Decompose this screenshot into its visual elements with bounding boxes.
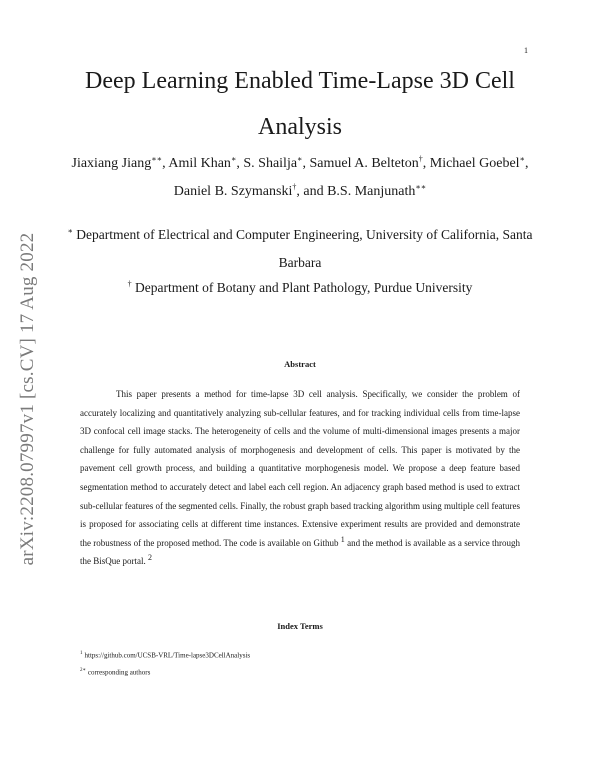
page-number: 1 xyxy=(524,46,528,55)
footnote-ref-2[interactable]: 2 xyxy=(148,553,152,563)
footnote-mark: 2∗ xyxy=(80,668,86,673)
author: Daniel B. Szymanski†, and xyxy=(173,182,328,199)
abstract-text: This paper presents a method for time-lapse 3D cell analysis. Specifically, we consider the problem of accurately localizing and quantitatively analyzing sub-cellular features, and for tracking individual cells from time-lapse 3D confocal cell image stacks. The heterogeneity of cells and the volume of multi-dimensional images presents a major challenge for fully automated analysis of morphogenesis and development of cells. This paper is motivated by the pavement cell growth process, and building a quantitative morphogenesis model. We propose a deep feature based segmentation method to accurately detect and label each cell region. An adjacency graph based method is used to extract sub-cellular features of the segmented cells. Finally, the robust graph based tracking algorithm using multiple cell features is proposed for associating cells at different time instances. Extensive experiment results are provided and demonstrate the robustness of the proposed method. The code is available on Github $^1$ and the method is available as a service through the BisQue portal. $^2$ xyxy=(80,389,521,567)
paper-title: Deep Learning Enabled Time-Lapse 3D Cell Analysis xyxy=(85,68,515,140)
author: Samuel A. Belteton†, xyxy=(309,154,430,171)
author: Michael Goebel∗, xyxy=(429,154,529,171)
author: B.S. Manjunath∗∗ xyxy=(327,182,427,199)
footnote-mark: 1 xyxy=(80,651,83,656)
footnote-github xyxy=(80,651,250,659)
abstract-heading: Abstract xyxy=(284,359,316,369)
affiliation-mark: † xyxy=(127,279,132,289)
author-list xyxy=(60,150,540,206)
affiliation-purdue xyxy=(60,274,540,302)
footnote-ref-1[interactable]: 1 xyxy=(340,534,345,544)
author: S. Shailja∗, xyxy=(243,154,310,171)
affiliation-text: Department of Electrical and Computer Engineering, University of California, Santa Barbara xyxy=(76,227,533,270)
footnote-text: corresponding authors xyxy=(87,668,151,677)
author: Amil Khan∗, xyxy=(168,154,244,171)
github-link[interactable]: https://github.com/UCSB-VRL/Time-lapse3DCellAnalysis xyxy=(84,651,251,660)
footnote-corresponding xyxy=(80,667,150,676)
affiliation-mark: ∗ xyxy=(67,226,73,236)
arxiv-stamp[interactable]: arXiv:2208.07997v1 [cs.CV] 17 Aug 2022 xyxy=(17,232,38,566)
author: Jiaxiang Jiang∗∗, xyxy=(71,154,169,171)
index-terms-heading: Index Terms xyxy=(277,621,323,631)
affiliation-text: Department of Botany and Plant Pathology, Purdue University xyxy=(135,280,473,295)
affiliation-ucsb xyxy=(60,221,540,277)
